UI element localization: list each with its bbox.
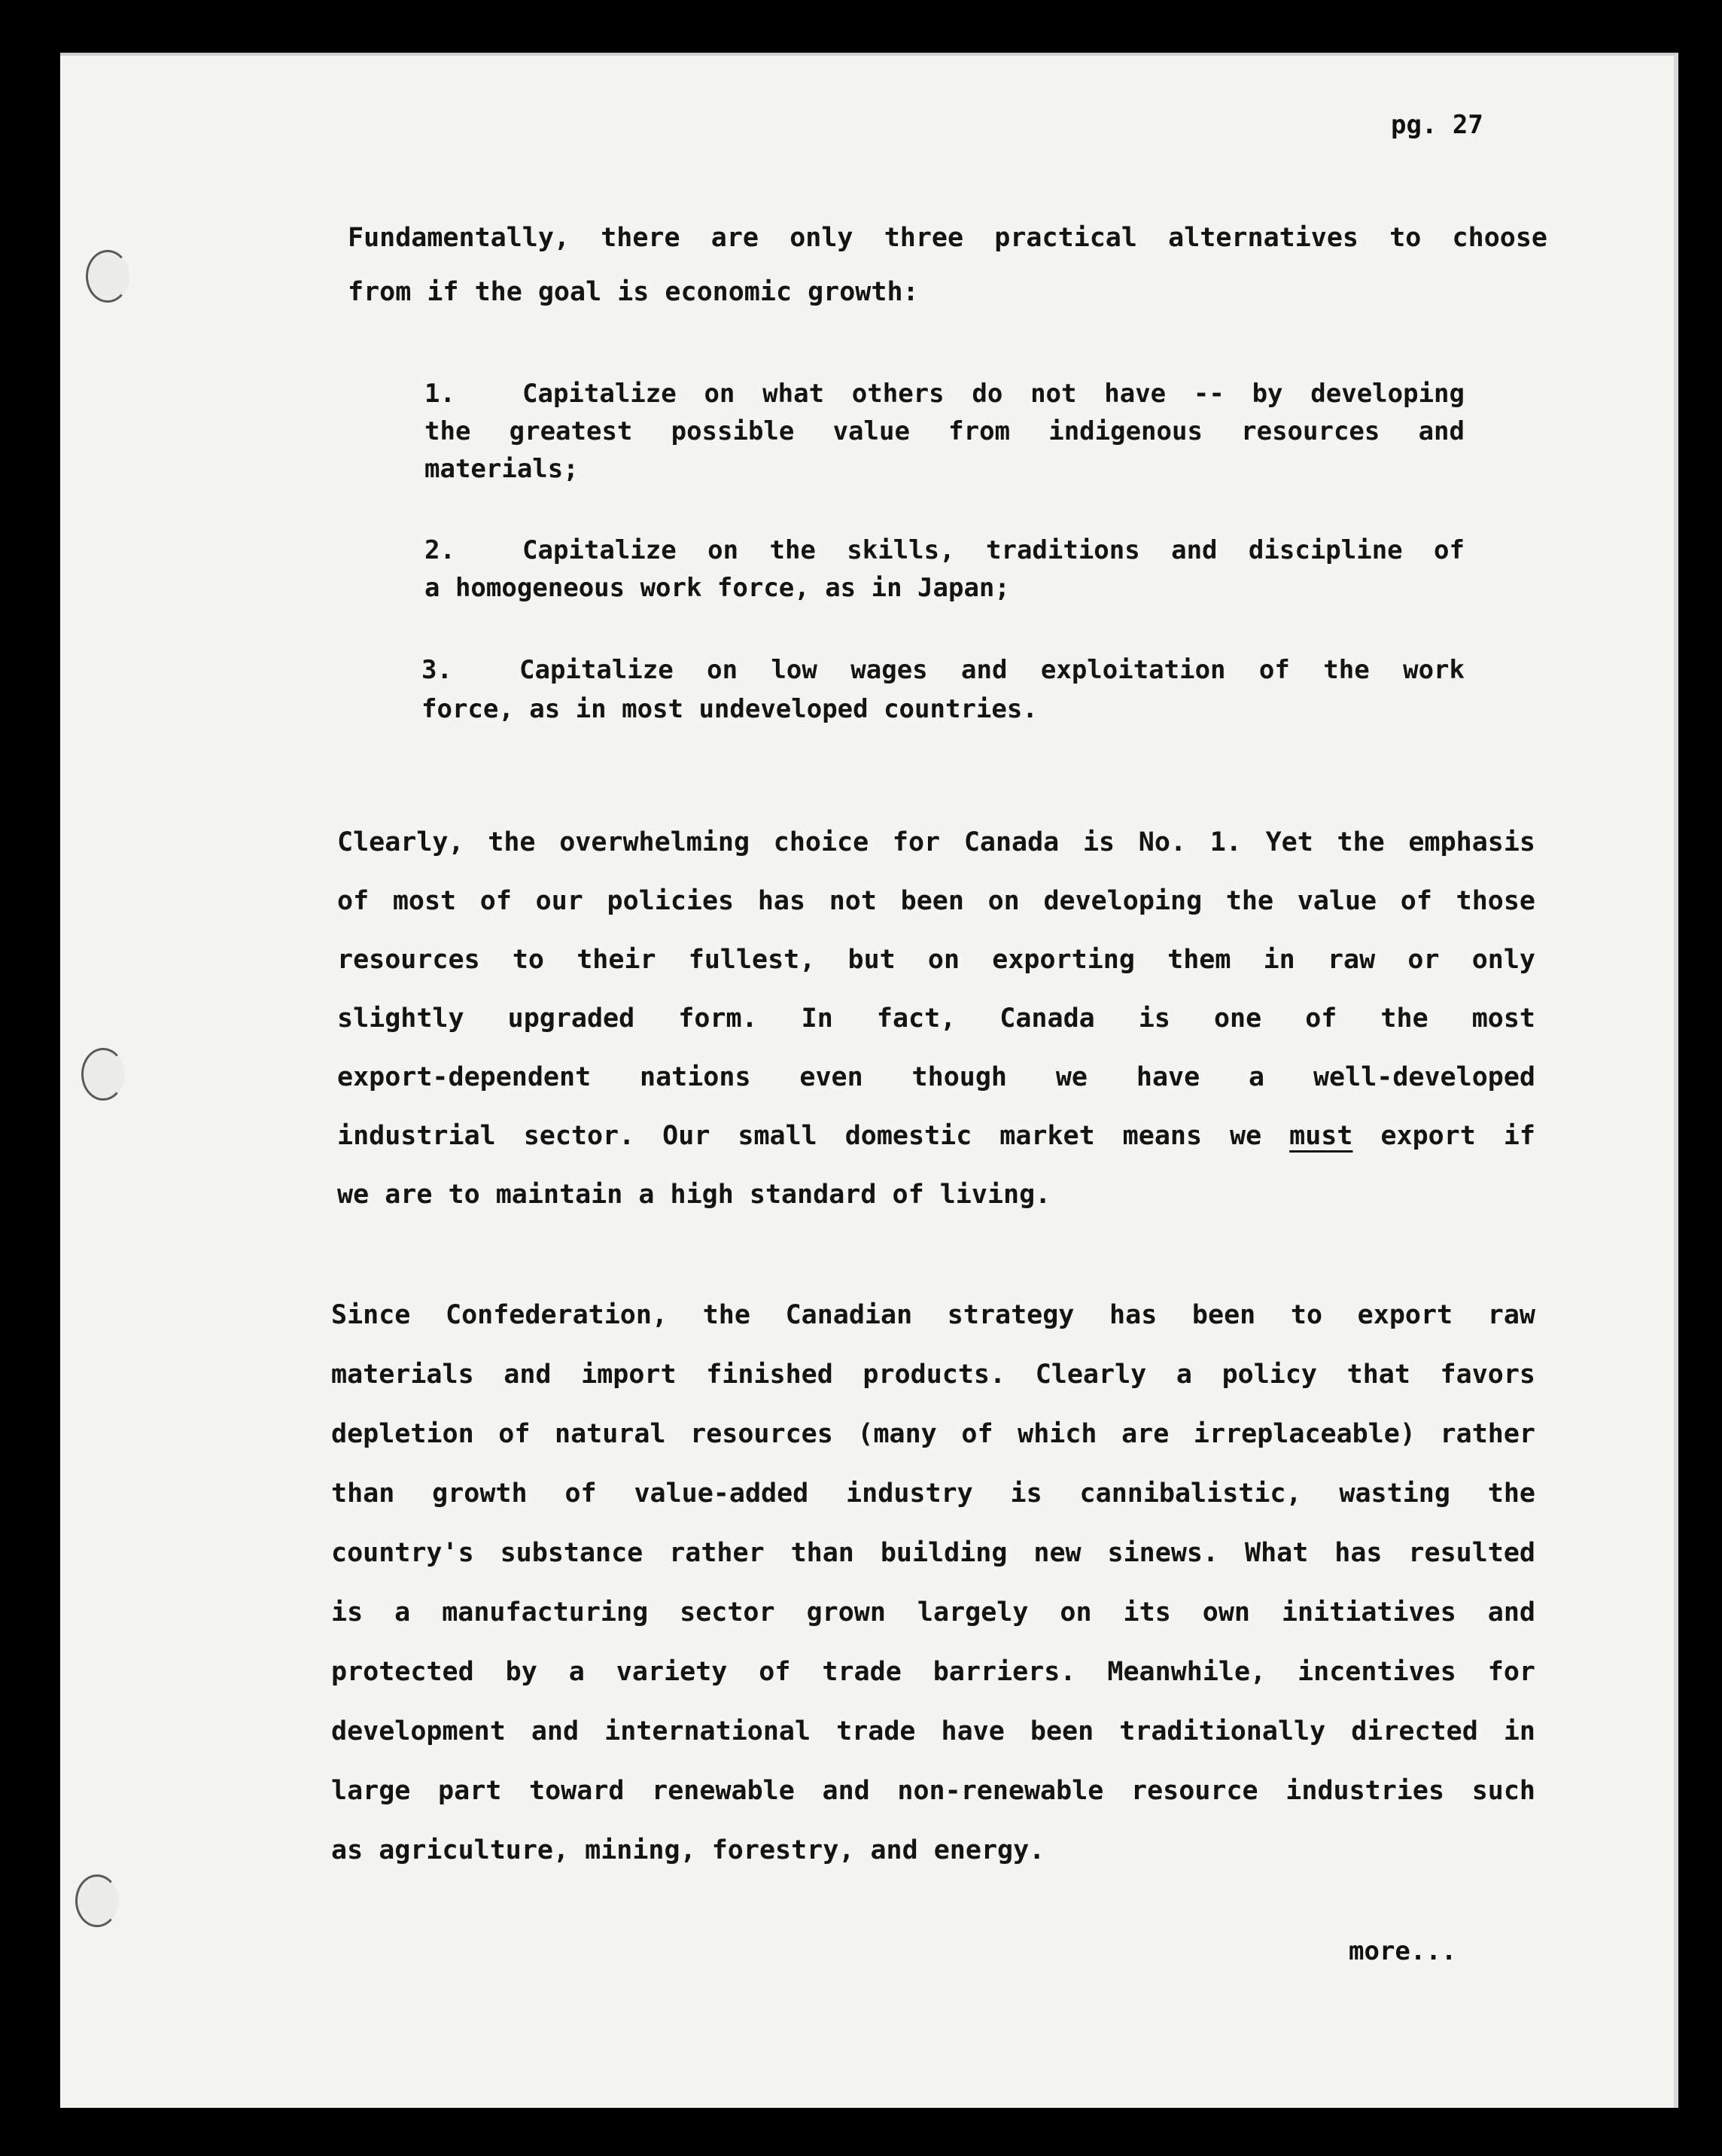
binder-hole-bottom: [75, 1874, 119, 1927]
paragraph-line: materials and import finished products. Clearly a policy that favors: [331, 1360, 1535, 1390]
binder-hole-top: [86, 250, 129, 303]
alternative-text: Capitalize on low wages and exploitation of the work: [519, 655, 1465, 685]
document-page: [60, 53, 1678, 2108]
intro-paragraph: [348, 211, 1547, 319]
paragraph-line: as agriculture, mining, forestry, and energy.: [331, 1835, 1045, 1865]
paragraph-line: protected by a variety of trade barriers. Meanwhile, incentives for: [331, 1657, 1535, 1687]
paragraph-line: is a manufacturing sector grown largely on its own initiatives and: [331, 1597, 1535, 1628]
intro-line: from if the goal is economic growth:: [348, 277, 919, 307]
paragraph-line: of most of our policies has not been on developing the value of those: [337, 886, 1535, 916]
alternative-text: force, as in most undeveloped countries.: [421, 694, 1038, 724]
paragraph-line: slightly upgraded form. In fact, Canada is one of the most: [337, 1003, 1535, 1034]
paragraph-line: depletion of natural resources (many of which are irreplaceable) rather: [331, 1419, 1535, 1449]
alternative-text: Capitalize on what others do not have -- by developing: [522, 379, 1465, 409]
paragraph-canada-choice: [337, 813, 1535, 1224]
paragraph-line: we are to maintain a high standard of living.: [337, 1180, 1051, 1210]
alternative-item-2: [424, 531, 1465, 607]
intro-line: Fundamentally, there are only three practical alternatives to choose: [348, 223, 1547, 253]
alternative-number: 3.: [421, 655, 452, 685]
alternative-text: Capitalize on the skills, traditions and discipline of: [522, 535, 1465, 565]
alternative-text: the greatest possible value from indigenous resources and: [424, 416, 1465, 446]
binder-hole-middle: [81, 1048, 125, 1101]
underlined-word: must: [1289, 1121, 1353, 1151]
paragraph-line: development and international trade have been traditionally directed in: [331, 1716, 1535, 1746]
alternative-number: 2.: [424, 535, 455, 565]
paragraph-line-head: industrial sector. Our small domestic market means we: [337, 1121, 1262, 1151]
paragraph-line: Clearly, the overwhelming choice for Canada is No. 1. Yet the emphasis: [337, 827, 1535, 857]
paragraph-line-tail: export if: [1380, 1121, 1535, 1151]
alternative-item-1: [424, 375, 1465, 488]
paragraph-line: export-dependent nations even though we have a well-developed: [337, 1062, 1535, 1092]
alternative-text: materials;: [424, 454, 579, 484]
alternative-text: a homogeneous work force, as in Japan;: [424, 573, 1010, 603]
paragraph-line: large part toward renewable and non-renewable resource industries such: [331, 1776, 1535, 1806]
paragraph-line: country's substance rather than building new sinews. What has resulted: [331, 1538, 1535, 1568]
paragraph-line: than growth of value-added industry is cannibalistic, wasting the: [331, 1478, 1535, 1509]
paragraph-confederation-strategy: [331, 1286, 1535, 1880]
more-continuation: more...: [1349, 1936, 1457, 1966]
paragraph-line: resources to their fullest, but on exporting them in raw or only: [337, 945, 1535, 975]
alternative-item-3: [421, 650, 1465, 729]
alternative-number: 1.: [424, 379, 455, 409]
page-number: pg. 27: [1391, 110, 1483, 140]
paragraph-line-with-emphasis: [337, 1107, 1535, 1165]
paragraph-line: Since Confederation, the Canadian strategy has been to export raw: [331, 1300, 1535, 1330]
